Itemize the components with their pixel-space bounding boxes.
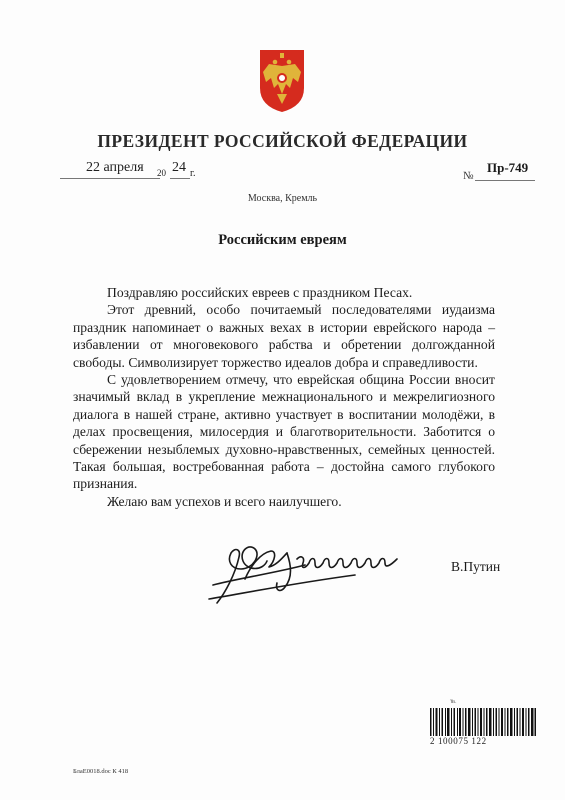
body-paragraph: Поздравляю российских евреев с праздником Песах. — [107, 285, 413, 300]
number-sign: № — [463, 170, 474, 182]
footer-file-code: БлаЕ0018.doc К 418 — [73, 768, 129, 775]
handwritten-signature — [205, 535, 420, 610]
date-day-month: 22 апреля — [86, 160, 144, 175]
date-suffix: г. — [190, 168, 196, 179]
body-paragraph: Этот древний, особо почитаемый последователями иудаизма праздник напоминает о важных вехах в истории еврейского народа – избавлении от многовекового рабства и обретении долгожданной свободы. Символизирует торжество идеалов добра и справедливости. — [73, 302, 495, 370]
body-paragraph: С удовлетворением отмечу, что еврейская община России вносит значимый вклад в укрепление межнационального и межрелигиозного диалога в нашей стране, активно участвует в воспитании молодёжи, в делах просвещения, милосердия и благотворительности. Заботится о сбережении незыблемых духовно-нравственных, семейных ценностей. Такая большая, востребованная работа – достойна самого глубокого признания. — [73, 372, 495, 492]
signer-name: В.Путин — [451, 559, 501, 574]
number-underline — [475, 180, 535, 181]
body-paragraph: Желаю вам успехов и всего наилучшего. — [107, 493, 342, 509]
barcode — [430, 708, 536, 736]
date-year: 24 — [172, 160, 186, 175]
letter-body — [73, 284, 495, 510]
barcode-mark: ℡ — [450, 699, 457, 705]
letterhead-title: ПРЕЗИДЕНТ РОССИЙСКОЙ ФЕДЕРАЦИИ — [97, 131, 468, 151]
date-year-underline — [170, 178, 190, 179]
barcode-number: 2 100075 122 — [430, 736, 487, 746]
russian-coat-of-arms-icon — [258, 48, 306, 114]
document-number: Пр-749 — [487, 160, 529, 175]
addressee-heading: Российским евреям — [218, 232, 347, 248]
date-underline — [60, 178, 160, 179]
place-of-issue: Москва, Кремль — [247, 193, 318, 204]
date-century: 20 — [157, 168, 166, 178]
